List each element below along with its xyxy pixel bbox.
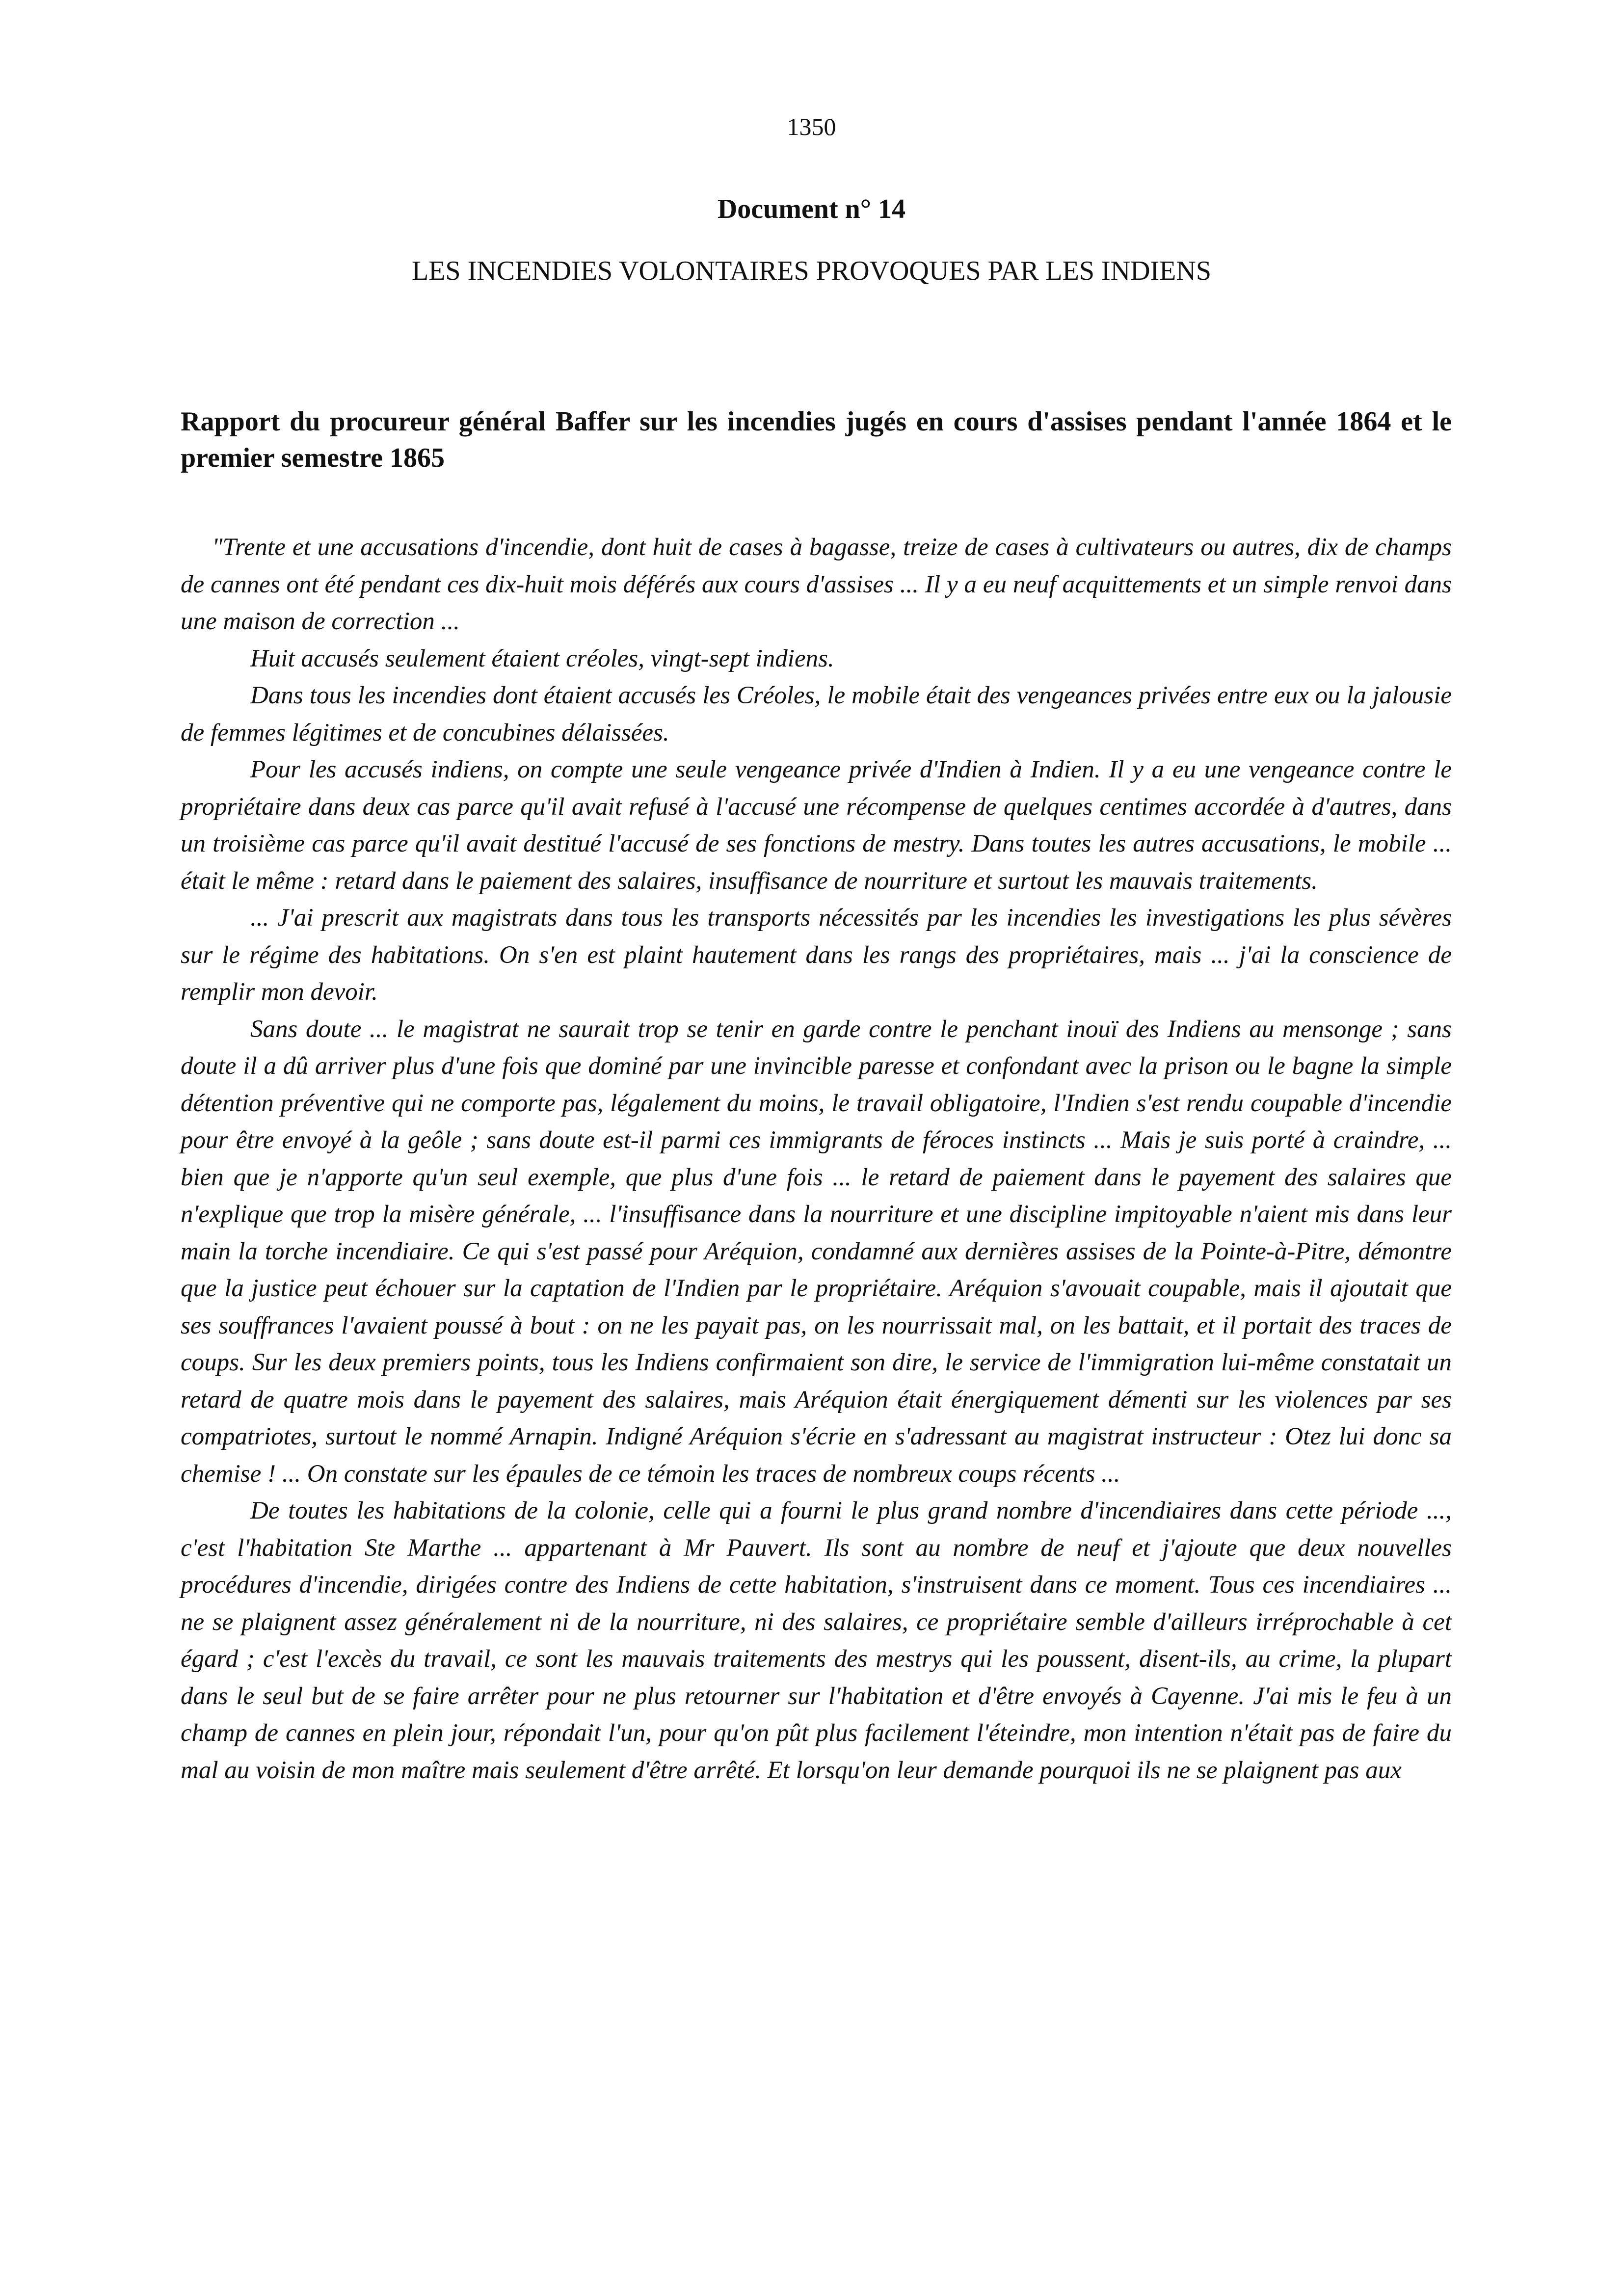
paragraph-arequion-case: Sans doute ... le magistrat ne saurait trop se tenir en garde contre le penchant inouï des Indiens au mensonge ; sans doute il a dû arriver plus d'une fois que dominé par une invincible paresse et confondant avec la prison ou le bagne la simple détention préventive qui ne comporte pas, légalement du moins, le travail obligatoire, l'Indien s'est rendu coupable d'incendie pour être envoyé à la geôle ; sans doute est-il parmi ces immigrants de féroces instincts ... Mais je suis porté à craindre, ... bien que je n'apporte qu'un seul exemple, que plus d'une fois ... le retard de paiement dans le payement des salaires que n'explique que trop la misère générale, ... l'insuffisance dans la nourriture et une discipline impitoyable n'aient mis dans leur main la torche incendiaire. Ce qui s'est passé pour Aréquion, condamné aux dernières assises de la Pointe-à-Pitre, démontre que la justice peut échouer sur la captation de l'Indien par le propriétaire. Aréquion s'avouait coupable, mais il ajoutait que ses souffrances l'avaient poussé à bout : on ne les payait pas, on les nourrissait mal, on les battait, et il portait des traces de coups. Sur les deux premiers points, tous les Indiens confirmaient son dire, le service de l'immigration lui-même constatait un retard de quatre mois dans le payement des salaires, mais Aréquion était énergiquement démenti sur les violences par ses compatriotes, surtout le nommé Arnapin. Indigné Aréquion s'écrie en s'adressant au magistrat instructeur : Otez lui donc sa chemise ! ... On constate sur les épaules de ce témoin les traces de nombreux coups récents ... — [181, 1015, 1452, 1488]
report-body — [181, 529, 1452, 1789]
page-number: 1350 — [787, 113, 836, 140]
paragraph-ste-marthe: De toutes les habitations de la colonie, celle qui a fourni le plus grand nombre d'incendiaires dans cette période ..., c'est l'habitation Ste Marthe ... appartenant à Mr Pauvert. Ils sont au nombre de neuf et j'ajoute que deux nouvelles procédures d'incendie, dirigées contre des Indiens de cette habitation, s'instruisent dans ce moment. Tous ces incendiaires ... ne se plaignent assez généralement ni de la nourriture, ni des salaires, ce propriétaire semble d'ailleurs irréprochable à cet égard ; c'est l'excès du travail, ce sont les mauvais traitements des mestrys qui les poussent, disent-ils, au crime, la plupart dans le seul but de se faire arrêter pour ne plus retourner sur l'habitation et d'être envoyés à Cayenne. J'ai mis le feu à un champ de cannes en plein jour, répondait l'un, pour qu'on pût plus facilement l'éteindre, mon intention n'était pas de faire du mal au voisin de mon maître mais seulement d'être arrêté. Et lorsqu'on leur demande pourquoi ils ne se plaignent pas aux — [181, 1497, 1452, 1784]
document-title: Document n° 14 — [717, 194, 906, 224]
paragraph-creoles-motive: Dans tous les incendies dont étaient accusés les Créoles, le mobile était des vengeances privées entre eux ou la jalousie de femmes légitimes et de concubines délaissées. — [181, 682, 1452, 747]
document-subtitle: LES INCENDIES VOLONTAIRES PROVOQUES PAR LES INDIENS — [412, 256, 1211, 286]
paragraph-accused-count: Huit accusés seulement étaient créoles, vingt-sept indiens. — [250, 644, 834, 672]
paragraph-investigations: ... J'ai prescrit aux magistrats dans tous les transports nécessités par les incendies les investigations les plus sévères sur le régime des habitations. On s'en est plaint hautement dans les rangs des propriétaires, mais ... j'ai la conscience de remplir mon devoir. — [181, 904, 1452, 1006]
report-heading: Rapport du procureur général Baffer sur les incendies jugés en cours d'assises pendant l'année 1864 et le premier semestre 1865 — [181, 406, 1452, 473]
paragraph-accusations: "Trente et une accusations d'incendie, dont huit de cases à bagasse, treize de cases à cultivateurs ou autres, dix de champs de cannes ont été pendant ces dix-huit mois déférés aux cours d'assises ... Il y a eu neuf acquittements et un simple renvoi dans une maison de correction ... — [181, 534, 1452, 635]
paragraph-indian-motives: Pour les accusés indiens, on compte une seule vengeance privée d'Indien à Indien. Il y a eu une vengeance contre le propriétaire dans deux cas parce qu'il avait refusé à l'accusé une récompense de quelques centimes accordée à d'autres, dans un troisième cas parce qu'il avait destitué l'accusé de ses fonctions de mestry. Dans toutes les autres accusations, le mobile ... était le même : retard dans le paiement des salaires, insuffisance de nourriture et surtout les mauvais traitements. — [181, 756, 1452, 895]
